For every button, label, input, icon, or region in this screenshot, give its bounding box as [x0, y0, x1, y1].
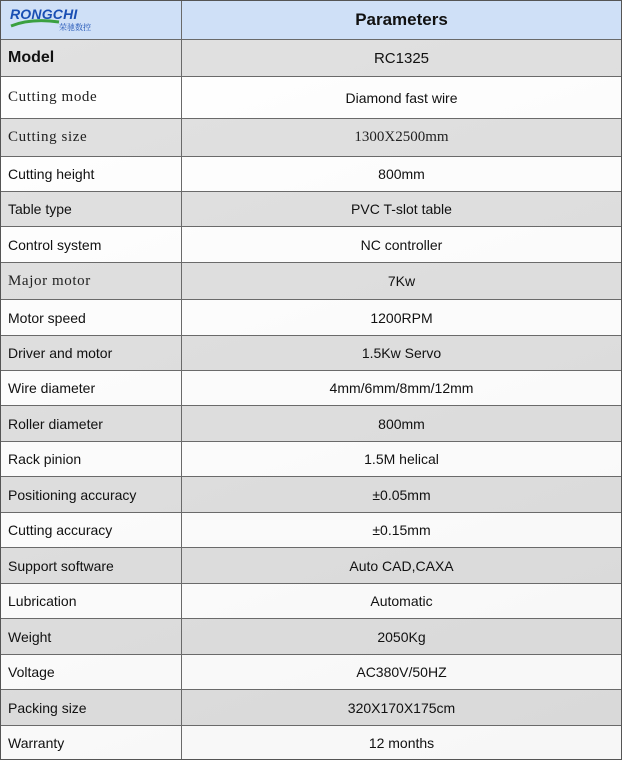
- row-value: AC380V/50HZ: [356, 664, 447, 680]
- table-row: [1, 192, 621, 227]
- row-label: Cutting size: [1, 119, 182, 156]
- row-value: Automatic: [370, 593, 433, 609]
- logo-cell: [1, 1, 182, 39]
- table-row: [1, 548, 621, 584]
- row-label: Cutting accuracy: [1, 513, 182, 547]
- row-value: 2050Kg: [377, 628, 426, 645]
- row-label: Support software: [1, 548, 182, 583]
- table-row: [1, 513, 621, 548]
- table-row: [1, 690, 621, 726]
- row-label: Motor speed: [1, 300, 182, 335]
- row-value: 4mm/6mm/8mm/12mm: [329, 380, 474, 396]
- row-value: 1.5M helical: [364, 451, 439, 467]
- rongchi-logo: [1, 1, 181, 39]
- row-label: Voltage: [1, 655, 182, 689]
- table-row: [1, 336, 621, 371]
- row-value: ±0.05mm: [372, 486, 431, 503]
- row-value: NC controller: [360, 236, 443, 253]
- row-label: Table type: [1, 192, 182, 226]
- logo-subtitle: 荣驰数控: [59, 23, 91, 32]
- row-label: Weight: [1, 619, 182, 654]
- table-row: [1, 119, 621, 157]
- header-row: [1, 1, 621, 40]
- row-value: 1.5Kw Servo: [361, 345, 442, 361]
- row-value: 320X170X175cm: [347, 699, 456, 716]
- table-row: [1, 227, 621, 263]
- row-value: Auto CAD,CAXA: [349, 557, 454, 574]
- row-label: Control system: [1, 227, 182, 262]
- row-label: Wire diameter: [1, 371, 182, 405]
- row-value: 1200RPM: [370, 309, 433, 326]
- row-label: Positioning accuracy: [1, 477, 182, 512]
- row-label: Cutting height: [1, 157, 182, 191]
- table-row: [1, 371, 621, 406]
- row-label: Rack pinion: [1, 442, 182, 476]
- row-label: Roller diameter: [1, 406, 182, 441]
- page-title: Parameters: [355, 10, 448, 29]
- logo-text: RONGCHI: [10, 6, 78, 22]
- table-row: [1, 406, 621, 442]
- row-value: PVC T-slot table: [351, 201, 452, 217]
- table-row: [1, 584, 621, 619]
- row-value: 7Kw: [387, 273, 416, 289]
- row-value: 800mm: [378, 415, 425, 432]
- table-row: [1, 77, 621, 119]
- table-row: [1, 477, 621, 513]
- row-value: 12 months: [368, 734, 435, 751]
- row-label: Lubrication: [1, 584, 182, 618]
- logo-swoosh-icon: [9, 17, 61, 29]
- row-value: 1300X2500mm: [354, 129, 449, 145]
- row-value: ±0.15mm: [372, 522, 431, 538]
- row-label: Cutting mode: [1, 77, 182, 118]
- table-row: [1, 726, 621, 759]
- row-label: Packing size: [1, 690, 182, 725]
- model-label: Model: [1, 40, 182, 76]
- row-label: Driver and motor: [1, 336, 182, 370]
- table-row: [1, 157, 621, 192]
- row-value: Diamond fast wire: [345, 89, 458, 106]
- model-value: RC1325: [373, 49, 430, 67]
- table-row: [1, 655, 621, 690]
- table-row: [1, 263, 621, 300]
- model-row: [1, 40, 621, 77]
- table-row: [1, 619, 621, 655]
- row-value: 800mm: [378, 166, 425, 182]
- row-label: Major motor: [1, 263, 182, 299]
- title-cell: [182, 1, 621, 39]
- table-row: [1, 442, 621, 477]
- table-row: [1, 300, 621, 336]
- row-label: Warranty: [1, 726, 182, 759]
